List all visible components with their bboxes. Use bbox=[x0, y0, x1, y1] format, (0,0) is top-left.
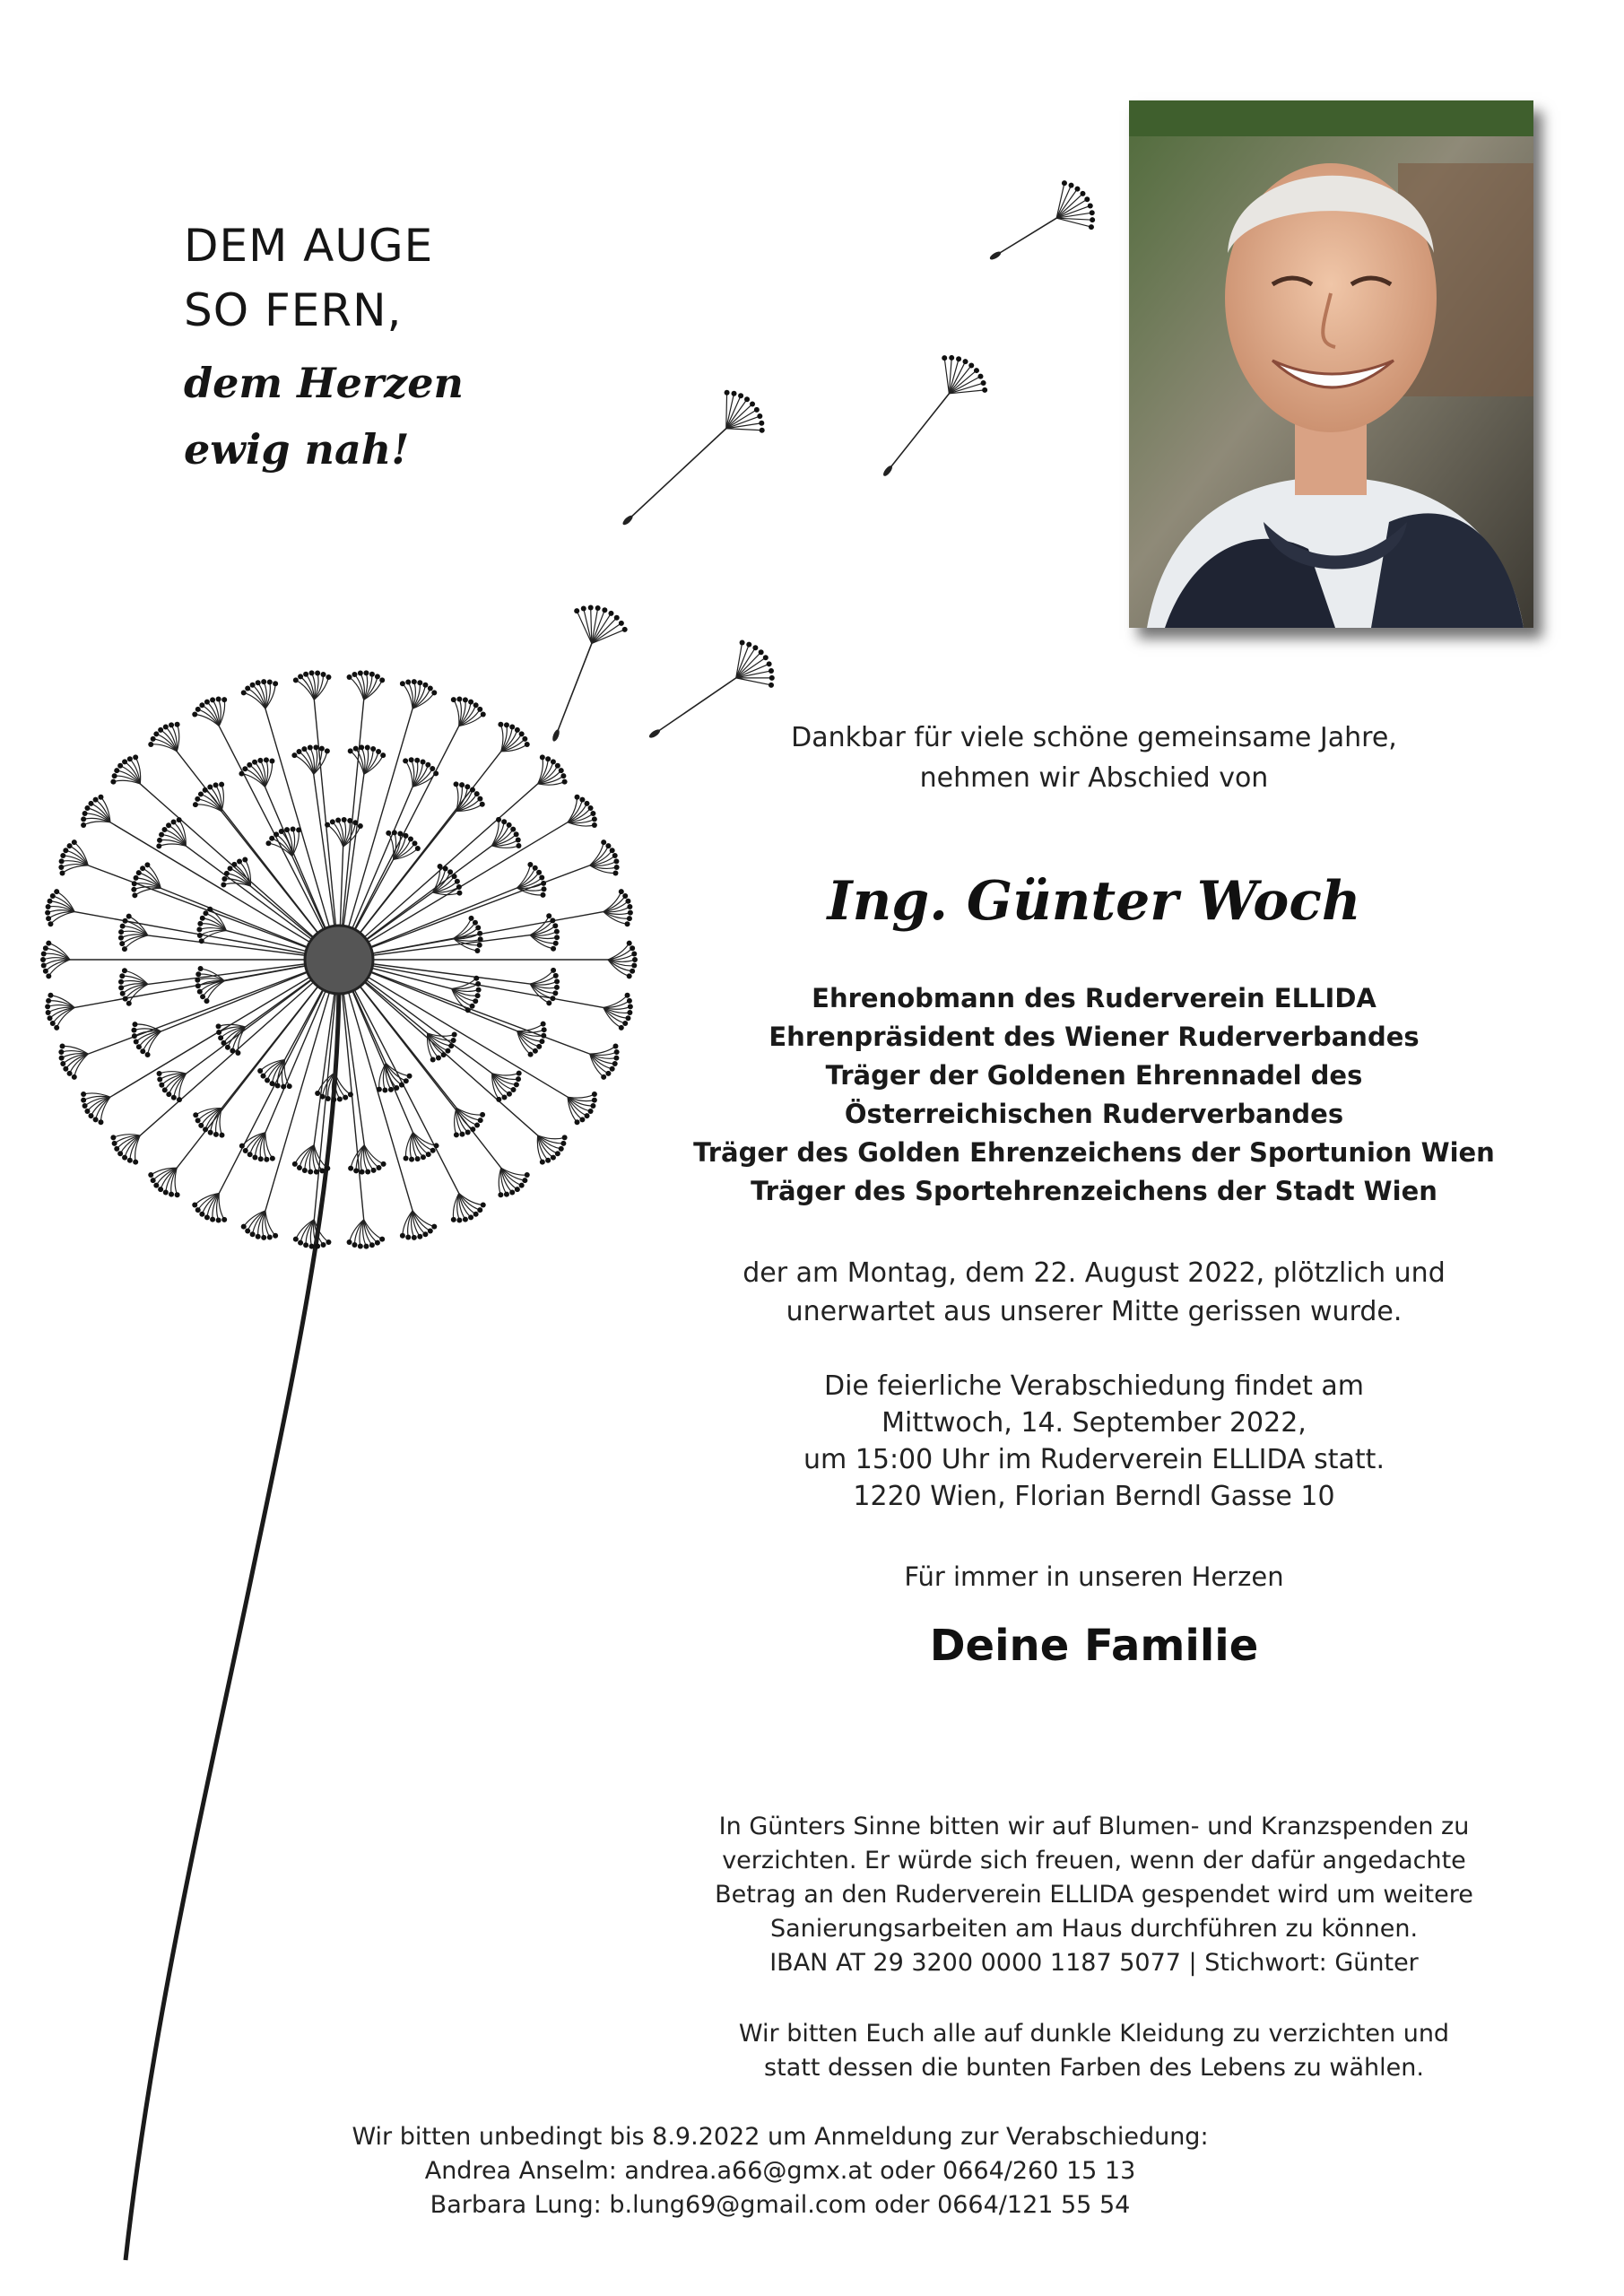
forever-line: Für immer in unseren Herzen bbox=[904, 1561, 1284, 1592]
intro-line: Dankbar für viele schöne gemeinsame Jahre, bbox=[791, 722, 1397, 753]
passing-notice bbox=[610, 1254, 1578, 1331]
honor-title: Träger des Sportehrenzeichens der Stadt Wien bbox=[751, 1176, 1437, 1206]
dandelion-head bbox=[40, 670, 638, 1248]
honor-title: Ehrenobmann des Ruderverein ELLIDA bbox=[812, 983, 1376, 1013]
ceremony-details bbox=[610, 1368, 1578, 1515]
honor-title: Ehrenpräsident des Wiener Ruderverbandes bbox=[769, 1022, 1420, 1052]
ceremony-address: 1220 Wien, Florian Berndl Gasse 10 bbox=[853, 1481, 1335, 1512]
donation-line: Sanierungsarbeiten am Haus durchführen zu können. bbox=[769, 1915, 1419, 1943]
passing-line: unerwartet aus unserer Mitte gerissen wurde. bbox=[786, 1296, 1403, 1327]
clothing-request bbox=[610, 2017, 1578, 2085]
registration-contact: Andrea Anselm: andrea.a66@gmx.at oder 0664/260 15 13 bbox=[424, 2157, 1136, 2185]
family-signature: Deine Familie bbox=[929, 1621, 1259, 1671]
donation-line: In Günters Sinne bitten wir auf Blumen- und Kranzspenden zu bbox=[718, 1813, 1470, 1840]
passing-line: der am Montag, dem 22. August 2022, plötzlich und bbox=[743, 1257, 1446, 1289]
motto-line-4: ewig nah! bbox=[184, 425, 410, 474]
motto-line-2: SO FERN, bbox=[184, 284, 403, 336]
honor-title: Österreichischen Ruderverbandes bbox=[844, 1099, 1344, 1129]
ceremony-line: Die feierliche Verabschiedung findet am bbox=[823, 1370, 1365, 1402]
registration-info bbox=[287, 2120, 1273, 2222]
ceremony-line: um 15:00 Uhr im Ruderverein ELLIDA statt. bbox=[803, 1444, 1385, 1475]
honor-title: Träger der Goldenen Ehrennadel des bbox=[825, 1060, 1363, 1091]
intro-line: nehmen wir Abschied von bbox=[919, 762, 1269, 794]
motto-line-3: dem Herzen bbox=[184, 359, 464, 407]
intro-text bbox=[610, 718, 1578, 798]
motto-line-1: DEM AUGE bbox=[184, 220, 434, 272]
registration-contact: Barbara Lung: b.lung69@gmail.com oder 0664/121 55 54 bbox=[430, 2191, 1131, 2219]
donation-request bbox=[610, 1810, 1578, 1980]
honor-title: Träger des Golden Ehrenzeichens der Sportunion Wien bbox=[693, 1137, 1495, 1168]
deceased-name: Ing. Günter Woch bbox=[827, 870, 1361, 933]
donation-line: verzichten. Er würde sich freuen, wenn der dafür angedachte bbox=[722, 1847, 1466, 1874]
iban-line: IBAN AT 29 3200 0000 1187 5077 | Stichwort: Günter bbox=[769, 1949, 1419, 1977]
motto-heading bbox=[184, 213, 650, 343]
clothing-line: Wir bitten Euch alle auf dunkle Kleidung zu verzichten und bbox=[738, 2020, 1450, 2048]
honor-titles bbox=[610, 979, 1578, 1211]
registration-line: Wir bitten unbedingt bis 8.9.2022 um Anmeldung zur Verabschiedung: bbox=[352, 2123, 1209, 2151]
motto-script bbox=[184, 350, 650, 483]
clothing-line: statt dessen die bunten Farben des Lebens zu wählen. bbox=[764, 2054, 1424, 2082]
donation-line: Betrag an den Ruderverein ELLIDA gespendet wird um weitere bbox=[715, 1881, 1473, 1909]
ceremony-line: Mittwoch, 14. September 2022, bbox=[881, 1407, 1307, 1439]
portrait-photo bbox=[1129, 100, 1533, 628]
